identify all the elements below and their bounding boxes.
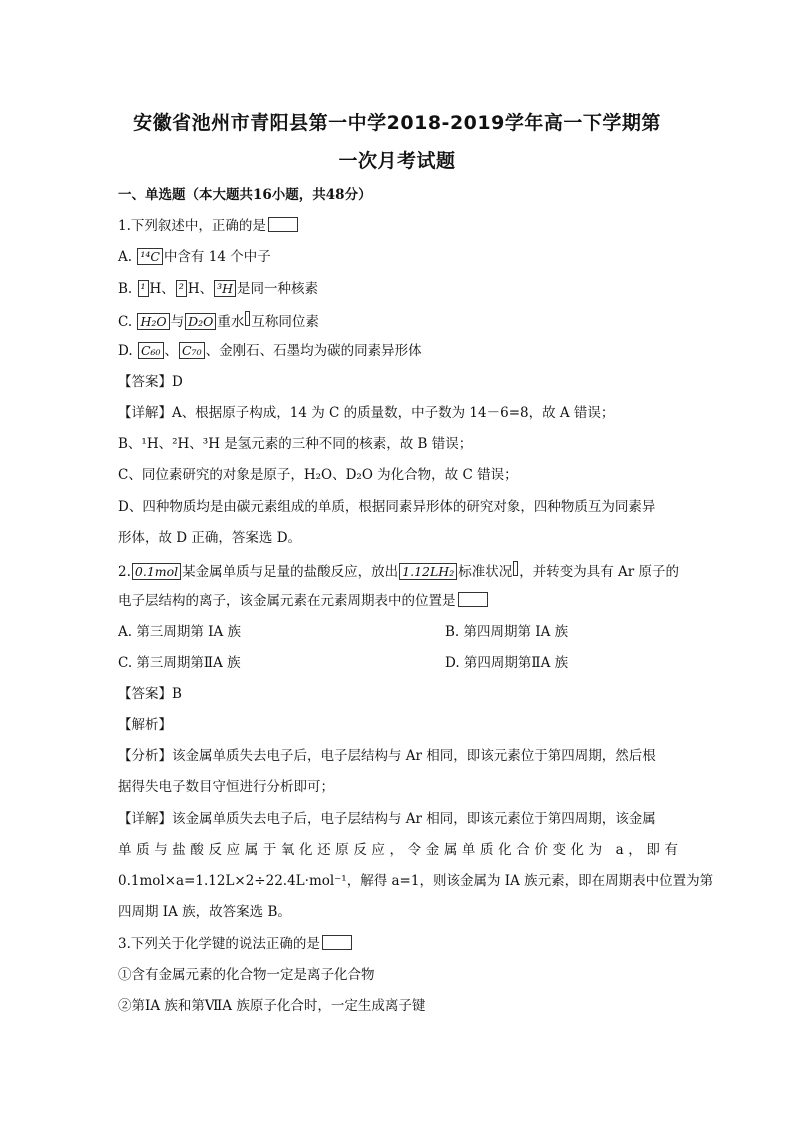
label: 【详解】 [118, 811, 172, 827]
q2-detail-1 [118, 810, 678, 828]
option-text: H、 [149, 281, 175, 297]
option-text: 中含有 14 个中子 [163, 249, 271, 265]
q1-option-a [118, 248, 678, 266]
q2-detail-3: 0.1mol×a=1.12L×2÷22.4L·mol⁻¹，解得 a=1，则该金属为 IA 族元素，即在周期表中位置为第 [118, 873, 714, 889]
q1-detail-2: B、¹H、²H、³H 是氢元素的三种不同的核素，故 B 错误； [118, 436, 473, 452]
paragraph-text: 该金属单质失去电子后，电子层结构与 Ar 相同，即该元素位于第四周期，然后根 [172, 748, 656, 764]
q2-answer: 【答案】B [118, 686, 182, 702]
formula-box: ¹ [138, 280, 149, 297]
q1-stem-text: 1.下列叙述中，正确的是 [118, 218, 266, 234]
option-label: B. [118, 281, 137, 297]
paragraph-text: 该金属单质失去电子后，电子层结构与 Ar 相同，即该元素位于第四周期，该金属 [172, 811, 656, 827]
q1-detail-1: 【详解】A、根据原子构成，14 为 C 的质量数，中子数为 14－6=8，故 A 错误； [118, 405, 615, 421]
q3-item-2: ②第ⅠA 族和第ⅦA 族原子化合时，一定生成离子键 [118, 998, 426, 1014]
q1-option-b [118, 280, 678, 298]
q2-option-d: D. 第四周期第ⅡA 族 [445, 655, 569, 671]
section-heading: 一、单选题（本大题共16小题，共48分） [118, 187, 372, 203]
paren-box [513, 561, 518, 576]
stem-text: 某金属单质与足量的盐酸反应，放出 [182, 564, 399, 580]
q1-option-c [118, 311, 678, 331]
document-title-line-1: 安徽省池州市青阳县第一中学2018-2019学年高一下学期第 [133, 112, 661, 134]
option-text: 互称同位素 [251, 314, 319, 330]
q2-options-row-2 [118, 654, 678, 672]
formula-box: ² [176, 280, 187, 297]
formula-box: ³H [214, 280, 236, 297]
q2-options-row-1 [118, 623, 678, 641]
q2-detail-2: 单质与盐酸反应属于氧化还原反应，令金属单质化合价变化为 a，即有 [118, 842, 678, 858]
q1-stem [118, 217, 678, 235]
option-text: 是同一种核素 [237, 281, 319, 297]
q2-option-b: B. 第四周期第 IA 族 [445, 624, 569, 640]
formula-box: 1.12LH₂ [399, 563, 457, 580]
question-number: 2. [118, 564, 131, 580]
option-text: 、 [164, 343, 179, 359]
q2-stem-line-2 [118, 592, 678, 610]
q1-detail-3: C、同位素研究的对象是原子，H₂O、D₂O 为化合物，故 C 错误； [118, 467, 518, 483]
q3-item-1: ①含有金属元素的化合物一定是离子化合物 [118, 967, 375, 983]
option-label: D. [118, 343, 137, 359]
q2-analysis: 【解析】 [118, 717, 172, 733]
formula-box: C₆₀ [138, 342, 164, 359]
option-text: 、金刚石、石墨均为碳的同素异形体 [205, 343, 422, 359]
q2-detail-4: 四周期 IA 族，故答案选 B。 [118, 904, 291, 920]
stem-text: 电子层结构的离子，该金属元素在元素周期表中的位置是 [118, 593, 456, 609]
q1-detail-4: D、四种物质均是由碳元素组成的单质，根据同素异形体的研究对象，四种物质互为同素异 [118, 499, 656, 515]
q1-option-d [118, 342, 678, 360]
label: 【分析】 [118, 748, 172, 764]
option-label: C. [118, 314, 137, 330]
q2-option-a: A. 第三周期第 IA 族 [118, 624, 241, 640]
answer-blank [322, 935, 352, 950]
option-label: A. [118, 249, 137, 265]
stem-text: 3.下列关于化学键的说法正确的是 [118, 936, 320, 952]
formula-box: ¹⁴C [137, 248, 163, 265]
option-text: H、 [187, 281, 214, 297]
stem-text: 标准状况 [458, 564, 513, 580]
q2-stem-line-1 [118, 561, 678, 581]
q2-option-c: C. 第三周期第ⅡA 族 [118, 655, 241, 671]
stem-text: ，并转变为具有 Ar 原子的 [519, 564, 679, 580]
document-title-line-2: 一次月考试题 [338, 150, 456, 172]
q1-answer: 【答案】D [118, 374, 183, 390]
q3-stem [118, 935, 678, 953]
option-text: 重水 [217, 314, 245, 330]
q2-fenxi-1 [118, 747, 678, 765]
q2-fenxi-2: 据得失电子数目守恒进行分析即可； [118, 779, 334, 795]
answer-blank [268, 217, 298, 232]
formula-box: H₂O [137, 313, 169, 330]
formula-box: 0.1mol [132, 563, 181, 580]
paren-box [245, 311, 250, 326]
answer-blank [458, 592, 488, 607]
formula-box: C₇₀ [179, 342, 205, 359]
option-text: 与 [170, 314, 185, 330]
formula-box: D₂O [185, 313, 216, 330]
q1-detail-5: 形体，故 D 正确，答案选 D。 [118, 530, 302, 546]
